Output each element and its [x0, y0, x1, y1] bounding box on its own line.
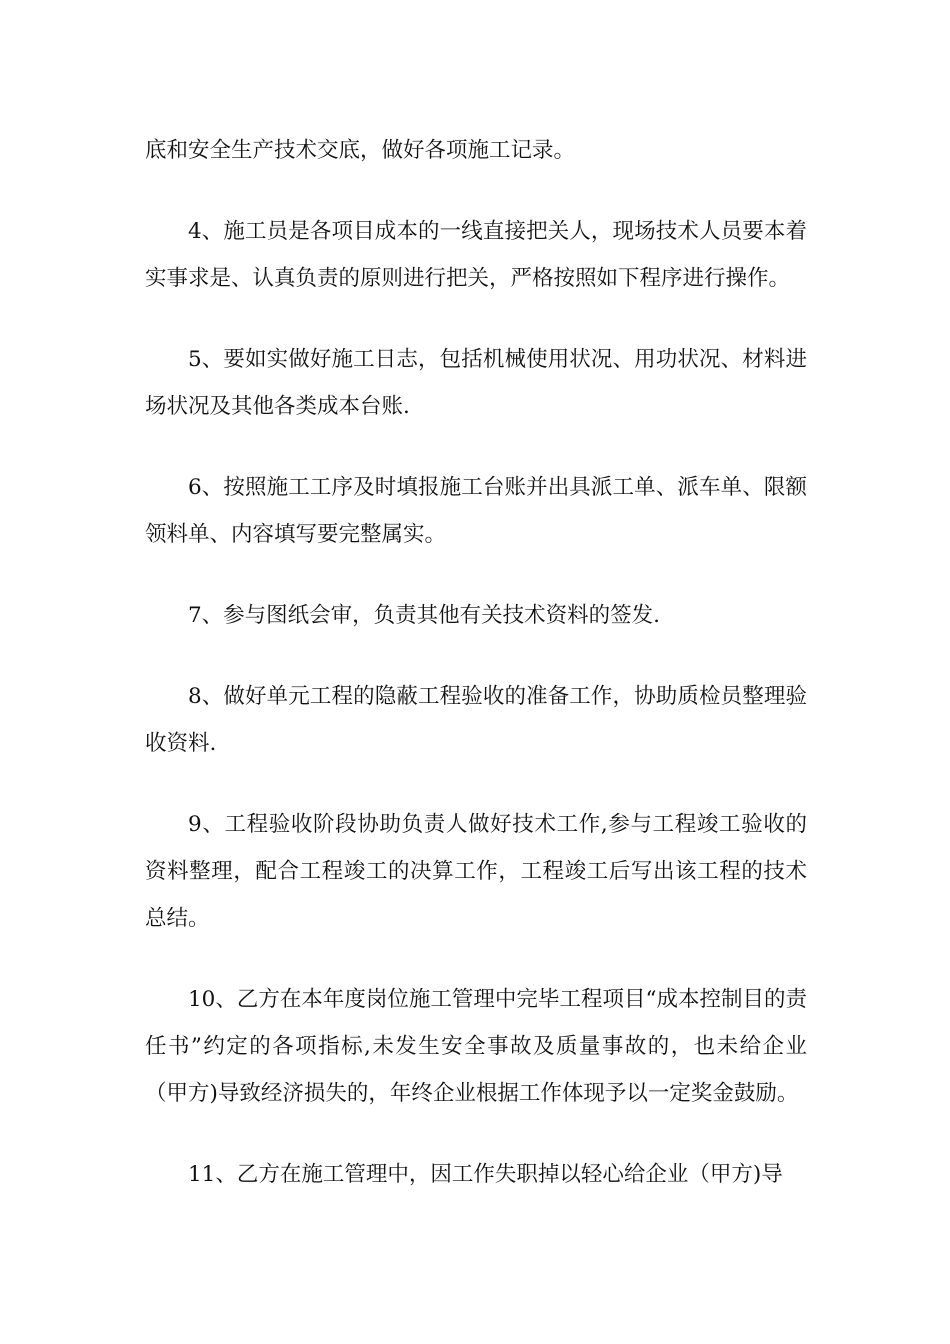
paragraph-item-10: 10、乙方在本年度岗位施工管理中完毕工程项目“成本控制目的责任书”约定的各项指标,未发生安全事故及质量事故的，也未给企业（甲方)导致经济损失的，年终企业根据工作体现予以一定奖金鼓励。	[145, 987, 807, 1106]
paragraph-item-5: 5、要如实做好施工日志，包括机械使用状况、用功状况、材料进场状况及其他各类成本台账.	[145, 347, 807, 419]
paragraph-item-6: 6、按照施工工序及时填报施工台账并出具派工单、派车单、限额领料单、内容填写要完整属实。	[145, 475, 807, 547]
paragraph-item-11: 11、乙方在施工管理中，因工作失职掉以轻心给企业（甲方)导	[188, 1162, 783, 1187]
paragraph-item-7: 7、参与图纸会审，负责其他有关技术资料的签发.	[188, 603, 661, 628]
paragraph-continued: 底和安全生产技术交底，做好各项施工记录。	[145, 138, 576, 163]
paragraph-item-8: 8、做好单元工程的隐蔽工程验收的准备工作，协助质检员整理验收资料.	[145, 684, 807, 756]
paragraph-item-4: 4、施工员是各项目成本的一线直接把关人，现场技术人员要本着实事求是、认真负责的原则进行把关，严格按照如下程序进行操作。	[145, 219, 807, 291]
paragraph-item-9: 9、工程验收阶段协助负责人做好技术工作,参与工程竣工验收的资料整理，配合工程竣工的决算工作，工程竣工后写出该工程的技术总结。	[145, 812, 807, 931]
document-body	[145, 127, 807, 1232]
